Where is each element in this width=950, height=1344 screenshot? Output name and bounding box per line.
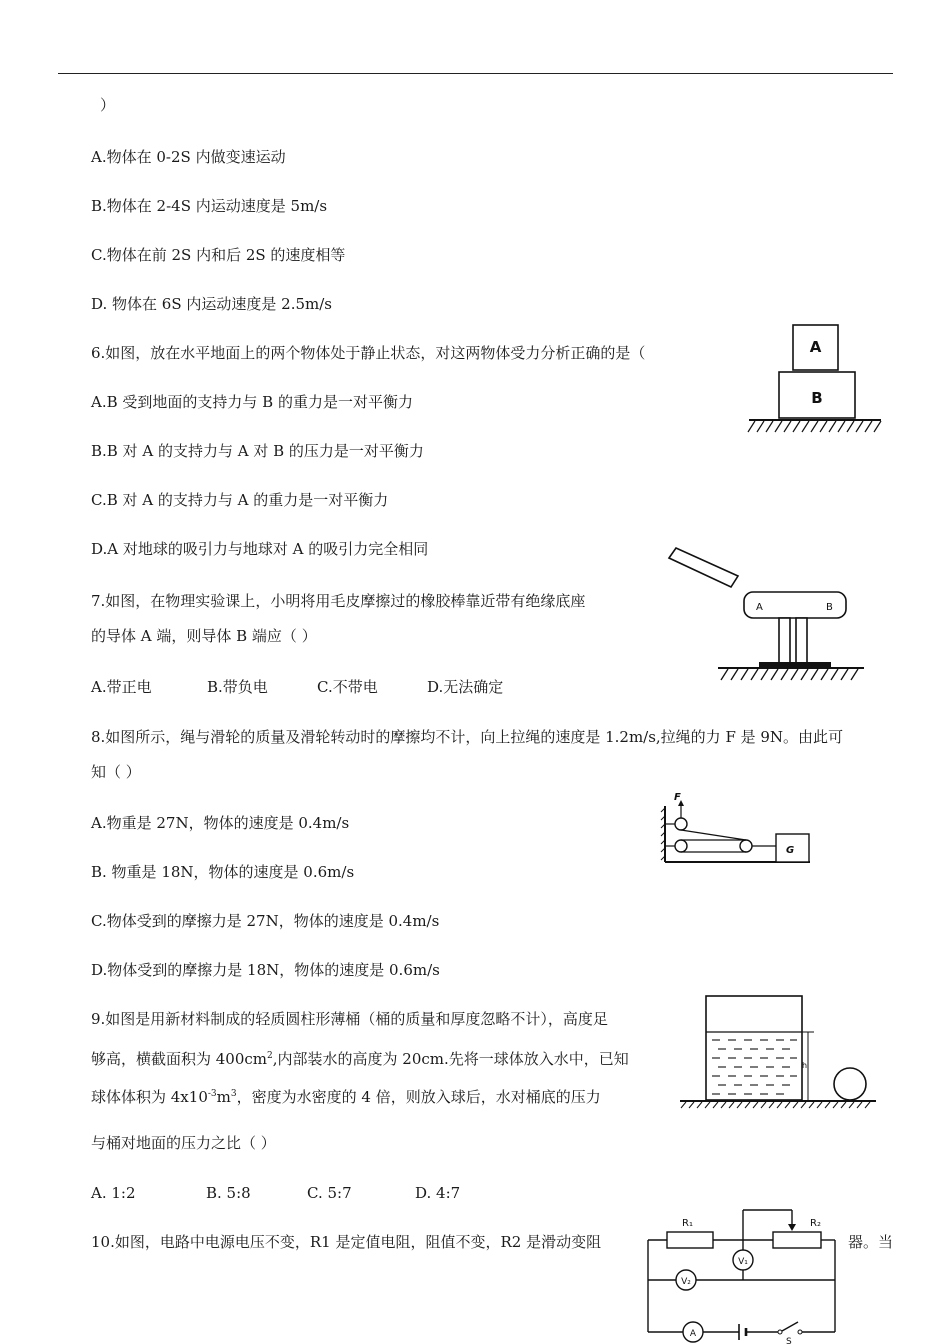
q8-option-d: D.物体受到的摩擦力是 18N，物体的速度是 0.6m/s	[91, 961, 440, 979]
q7-option-d: D.无法确定	[427, 678, 504, 696]
q9-stem-line2	[91, 1046, 629, 1069]
q9-stem-line3-b: m	[216, 1088, 231, 1106]
q7-insulating-stand	[779, 618, 790, 664]
q5-option-b: B.物体在 2-4S 内运动速度是 5m/s	[91, 197, 328, 215]
q7-conductor-figure	[666, 548, 866, 684]
q10-r1-resistor	[667, 1232, 713, 1248]
q8-top-pulley	[675, 818, 687, 830]
q6-option-b: B.B 对 A 的支持力与 A 对 B 的压力是一对平衡力	[91, 442, 424, 460]
q9-stem-line3	[91, 1084, 601, 1107]
q7-stem-line1: 7.如图，在物理实验课上，小明将用毛皮摩擦过的橡胶棒靠近带有绝缘底座	[91, 592, 586, 610]
q9-volume-unit-exponent: 3	[230, 1089, 237, 1099]
q9-option-d: D. 4:7	[415, 1184, 461, 1202]
q7-option-c: C.不带电	[317, 678, 378, 696]
q5-option-c: C.物体在前 2S 内和后 2S 的速度相等	[91, 246, 346, 264]
q7-ground-hatching	[721, 669, 858, 680]
q10-circuit-figure	[640, 1204, 845, 1344]
q6-stacked-blocks-figure	[745, 322, 885, 437]
q8-stem-line2: 知（ ）	[91, 763, 141, 781]
q10-r2-rheostat	[773, 1232, 821, 1248]
q10-ammeter-label: A	[689, 1329, 697, 1339]
q9-stem-line3-a: 球体体积为 4x10	[91, 1088, 208, 1106]
q5-option-a: A.物体在 0-2S 内做变速运动	[91, 148, 286, 166]
q9-ground-hatching	[681, 1102, 870, 1108]
q10-switch	[782, 1322, 798, 1331]
q9-stem-line1: 9.如图是用新材料制成的轻质圆柱形薄桶（桶的质量和厚度忽略不计），高度足	[91, 1010, 608, 1028]
q8-option-c: C.物体受到的摩擦力是 27N，物体的速度是 0.4m/s	[91, 912, 440, 930]
q8-moving-pulley	[740, 840, 752, 852]
header-rule	[58, 73, 893, 74]
q9-water	[707, 1032, 801, 1099]
q6-option-c: C.B 对 A 的支持力与 A 的重力是一对平衡力	[91, 491, 389, 509]
q9-height-label: h	[802, 1061, 808, 1070]
q9-option-b: B. 5:8	[206, 1184, 251, 1202]
q9-stem-line3-c: ，密度为水密度的 4 倍，则放入球后，水对桶底的压力	[236, 1088, 601, 1106]
q10-v1-label: V₁	[738, 1257, 748, 1267]
q7-options	[91, 677, 503, 697]
q7-stem-line2: 的导体 A 端，则导体 B 端应（ ）	[91, 627, 317, 645]
q6-block-b-label: B	[811, 389, 823, 407]
q9-area-exponent: 2	[267, 1051, 273, 1061]
q8-option-a: A.物重是 27N，物体的速度是 0.4m/s	[91, 814, 350, 832]
q6-option-a: A.B 受到地面的支持力与 B 的重力是一对平衡力	[91, 393, 413, 411]
q9-bucket-figure	[678, 994, 878, 1109]
q9-stem-line2-b: ,内部装水的高度为 20cm.先将一球体放入水中，已知	[272, 1050, 629, 1068]
q8-block-label: G	[786, 845, 795, 856]
q5-closing-paren: ）	[100, 96, 116, 114]
q9-stem-line4: 与桶对地面的压力之比（ ）	[91, 1134, 276, 1152]
q10-r1-label: R₁	[682, 1218, 693, 1229]
q8-force-label: F	[674, 792, 681, 803]
q9-ball	[834, 1068, 866, 1100]
q7-rubber-rod	[669, 548, 738, 587]
q7-end-a-label: A	[756, 602, 763, 613]
q7-end-b-label: B	[826, 602, 833, 613]
q7-option-a: A.带正电	[91, 678, 152, 696]
q7-option-b: B.带负电	[207, 678, 268, 696]
q10-r2-label: R₂	[810, 1218, 821, 1229]
q9-option-c: C. 5:7	[307, 1184, 352, 1202]
q10-v2-label: V₂	[681, 1277, 691, 1287]
q6-stem: 6.如图，放在水平地面上的两个物体处于静止状态，对这两物体受力分析正确的是（	[91, 344, 646, 362]
q5-option-d: D. 物体在 6S 内运动速度是 2.5m/s	[91, 295, 332, 313]
q6-option-d: D.A 对地球的吸引力与地球对 A 的吸引力完全相同	[91, 540, 429, 558]
q8-bottom-pulley	[675, 840, 687, 852]
q8-stem-line1: 8.如图所示，绳与滑轮的质量及滑轮转动时的摩擦均不计，向上拉绳的速度是 1.2m/s,拉绳的力 F 是 9N。由此可	[91, 728, 844, 746]
q10-stem-part2: 器。当	[848, 1233, 894, 1251]
q10-switch-label: S	[786, 1337, 792, 1344]
q9-options	[91, 1183, 460, 1203]
q10-stem-part1: 10.如图，电路中电源电压不变，R1 是定值电阻，阻值不变，R2 是滑动变阻	[91, 1233, 602, 1251]
q8-option-b: B. 物重是 18N，物体的速度是 0.6m/s	[91, 863, 355, 881]
q6-block-a-label: A	[809, 338, 822, 356]
q8-pulley-figure	[660, 786, 815, 868]
q9-volume-exponent: -3	[207, 1089, 217, 1099]
q9-stem-line2-a: 够高，横截面积为 400cm	[91, 1050, 268, 1068]
q6-ground-hatching	[748, 421, 881, 432]
q9-option-a: A. 1:2	[91, 1184, 136, 1202]
